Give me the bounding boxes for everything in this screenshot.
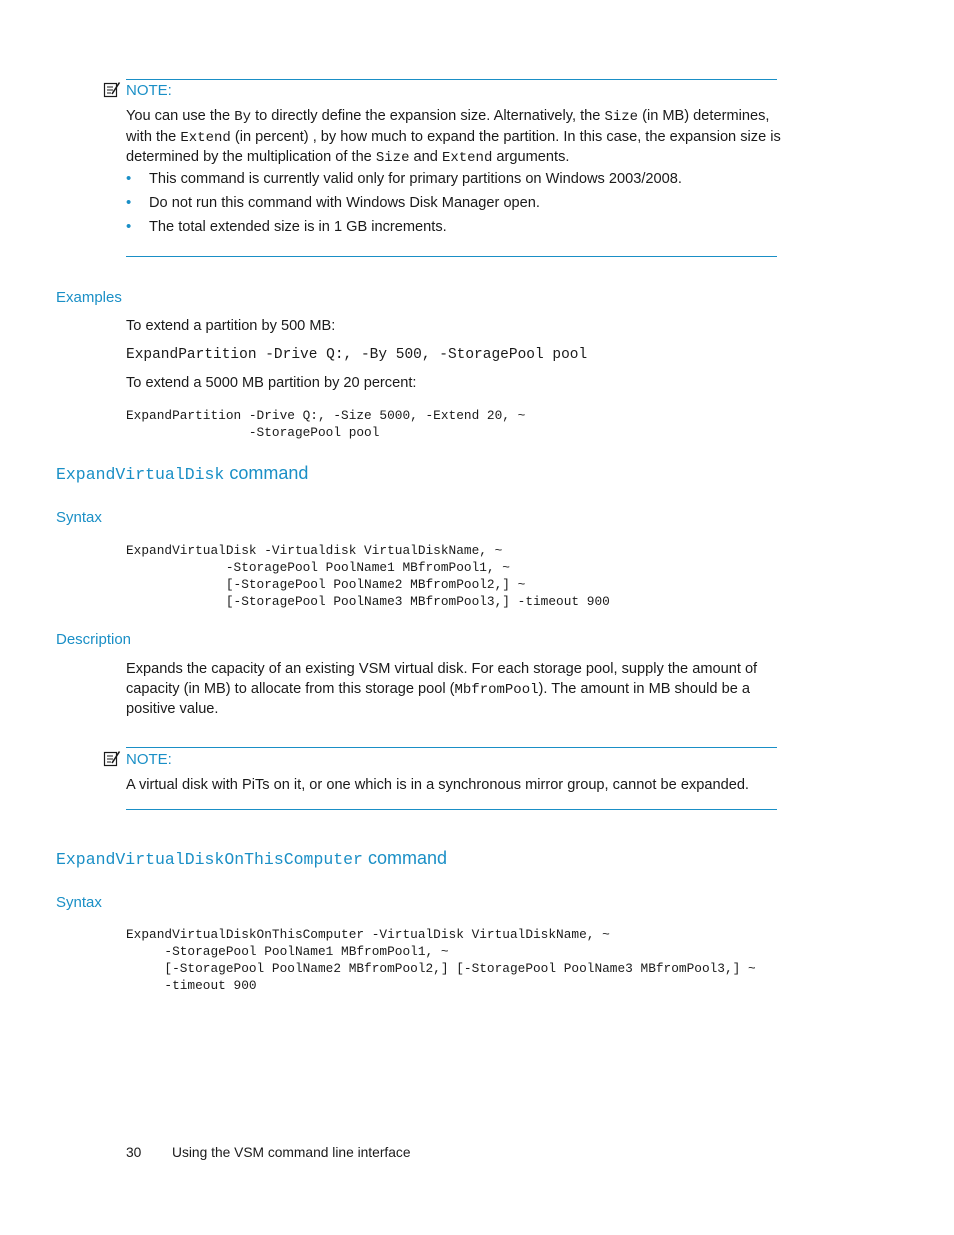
note-top-rule [126,79,777,80]
note-heading [103,81,172,99]
note-bottom-rule [126,809,777,810]
syntax-heading: Syntax [56,894,102,911]
example-code-2: ExpandPartition -Drive Q:, -Size 5000, -Extend 20, ~ -StoragePool pool [126,408,526,440]
syntax-heading: Syntax [56,509,102,526]
list-item: • Do not run this command with Windows Disk Manager open. [126,191,682,215]
command-name: ExpandVirtualDisk [56,465,225,484]
command-name: ExpandVirtualDiskOnThisComputer [56,850,363,869]
paragraph-text: ). The amount in MB should be a positive value. [126,680,750,717]
inline-code: By [234,109,252,125]
paragraph-text: You can use the [126,108,235,124]
syntax-code: ExpandVirtualDisk -Virtualdisk VirtualDiskName, ~ -StoragePool PoolName1 MBfromPool1, ~ [-StoragePool PoolName2 MBfromPool2,] ~ [-StoragePool PoolName3 MBfromPool3,] -timeout 900 [126,543,610,609]
page-number: 30 [126,1145,142,1160]
footer-title: Using the VSM command line interface [172,1145,411,1160]
example-intro-2: To extend a 5000 MB partition by 20 percent: [126,375,417,391]
note-heading [103,750,172,768]
note-icon [103,81,121,99]
command-heading-expandvirtualdiskonthiscomputer [56,848,447,869]
description-heading: Description [56,631,132,648]
list-item: • This command is currently valid only for primary partitions on Windows 2003/2008. [126,167,682,191]
list-item: • The total extended size is in 1 GB increments. [126,215,682,239]
paragraph-text: Expands the capacity of an existing VSM virtual disk. For each storage pool, supply the amount of capacity (in MB) to allocate from this storage pool ( [126,661,758,697]
paragraph-text: (in MB) determines, with the [126,108,770,145]
paragraph-text: and [409,149,442,165]
inline-code: Size [375,150,410,166]
page-footer [126,1145,411,1160]
command-suffix: command [362,848,447,868]
command-suffix: command [224,463,309,483]
paragraph-text: (in percent) , by how much to expand the partition. In this case, the expansion size is determined by the multiplication of the [126,128,781,165]
note-bottom-rule [126,256,777,257]
inline-code: Extend [180,129,231,146]
syntax-code: ExpandVirtualDiskOnThisComputer -VirtualDisk VirtualDiskName, ~ -StoragePool PoolName1 MBfromPool1, ~ [-StoragePool PoolName2 MBfromPool2,] [-StoragePool PoolName3 MBfromPool3,] ~ -timeout 900 [126,927,756,993]
examples-heading: Examples [56,289,122,306]
description-paragraph [126,660,786,720]
example-intro-1: To extend a partition by 500 MB: [126,318,336,334]
note-paragraph [126,107,781,169]
note-label: NOTE: [126,81,172,99]
paragraph-text: arguments. [492,149,570,165]
example-code-1: ExpandPartition -Drive Q:, -By 500, -StoragePool pool [126,347,588,363]
inline-code: MbfromPool [454,681,539,698]
note-top-rule [126,747,777,748]
note-icon [103,750,121,768]
inline-code: Extend [441,150,493,166]
note-bullet-list [126,167,682,239]
note-text: A virtual disk with PiTs on it, or one which is in a synchronous mirror group, cannot be expanded. [126,777,749,793]
note-label: NOTE: [126,750,172,768]
inline-code: Size [604,109,639,125]
paragraph-text: to directly define the expansion size. Alternatively, the [251,108,605,124]
command-heading-expandvirtualdisk [56,463,308,484]
